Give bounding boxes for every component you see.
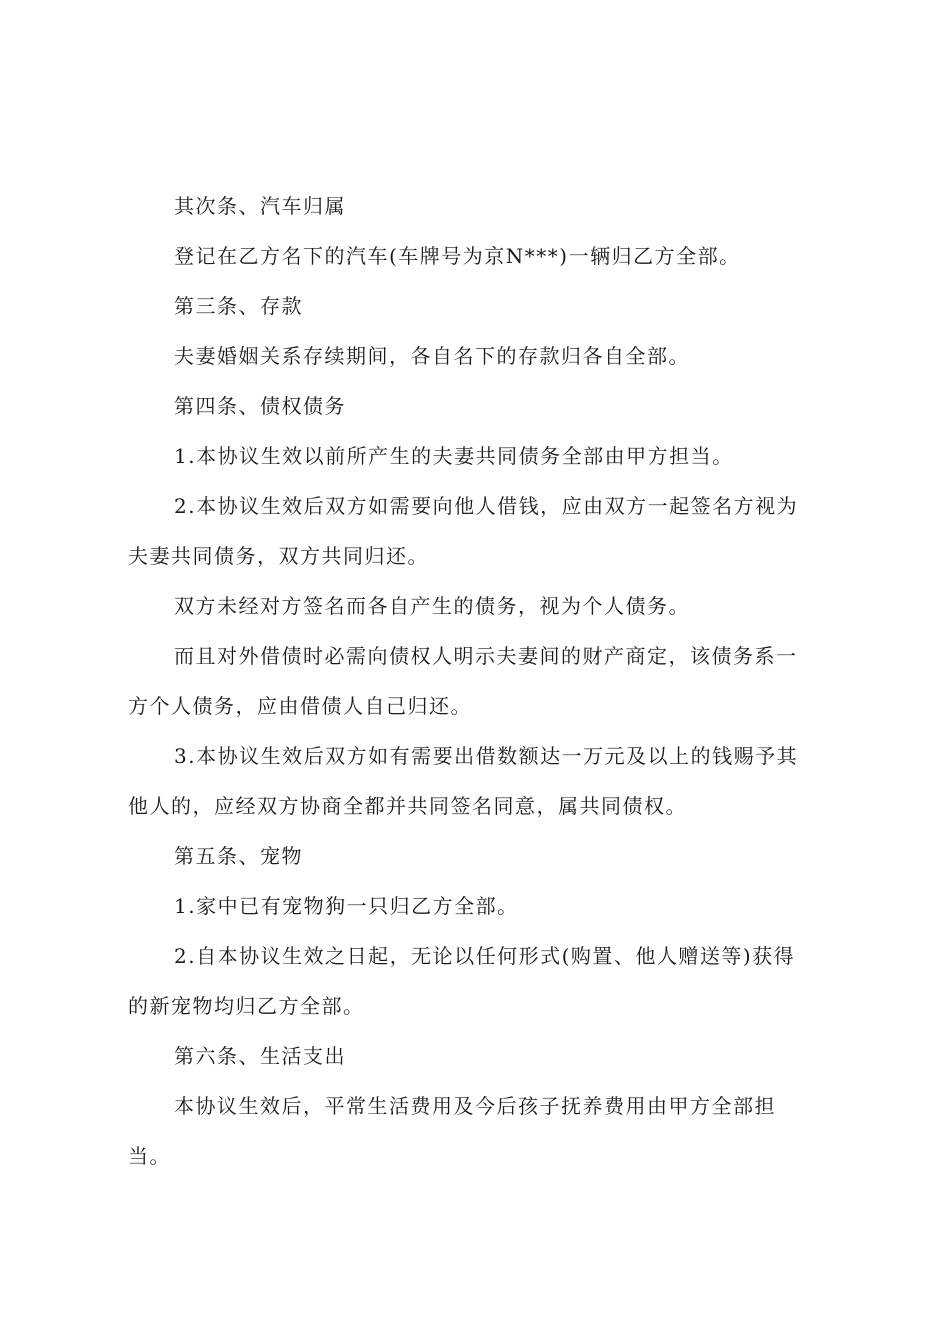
paragraph-debt-3-line-1: 3.本协议生效后双方如有需要出借数额达一万元及以上的钱赐予其 [174, 744, 799, 768]
article-3-heading: 第三条、存款 [174, 294, 303, 318]
paragraph-savings: 夫妻婚姻关系存续期间，各自名下的存款归各自全部。 [174, 344, 690, 368]
paragraph-expenses-line-2: 当。 [128, 1144, 171, 1168]
paragraph-pet-1: 1.家中已有宠物狗一只归乙方全部。 [174, 894, 519, 918]
paragraph-personal-debt: 双方未经对方签名而各自产生的债务，视为个人债务。 [174, 594, 690, 618]
paragraph-external-debt-line-1: 而且对外借债时必需向债权人明示夫妻间的财产商定，该债务系一 [174, 644, 798, 668]
paragraph-debt-1: 1.本协议生效以前所产生的夫妻共同债务全部由甲方担当。 [174, 444, 734, 468]
article-2-heading: 其次条、汽车归属 [174, 194, 346, 218]
paragraph-expenses-line-1: 本协议生效后，平常生活费用及今后孩子抚养费用由甲方全部担 [174, 1094, 776, 1118]
article-5-heading: 第五条、宠物 [174, 844, 303, 868]
paragraph-debt-2-line-1: 2.本协议生效后双方如需要向他人借钱，应由双方一起签名方视为 [174, 494, 799, 518]
paragraph-car: 登记在乙方名下的汽车(车牌号为京N***)一辆归乙方全部。 [174, 244, 741, 268]
paragraph-external-debt-line-2: 方个人债务，应由借债人自己归还。 [128, 694, 472, 718]
paragraph-pet-2-line-1: 2.自本协议生效之日起，无论以任何形式(购置、他人赠送等)获得 [174, 944, 796, 968]
paragraph-debt-2-line-2: 夫妻共同债务，双方共同归还。 [128, 544, 429, 568]
paragraph-debt-3-line-2: 他人的，应经双方协商全都并共同签名同意，属共同债权。 [128, 794, 687, 818]
paragraph-pet-2-line-2: 的新宠物均归乙方全部。 [128, 994, 365, 1018]
article-4-heading: 第四条、债权债务 [174, 394, 346, 418]
article-6-heading: 第六条、生活支出 [174, 1044, 346, 1068]
